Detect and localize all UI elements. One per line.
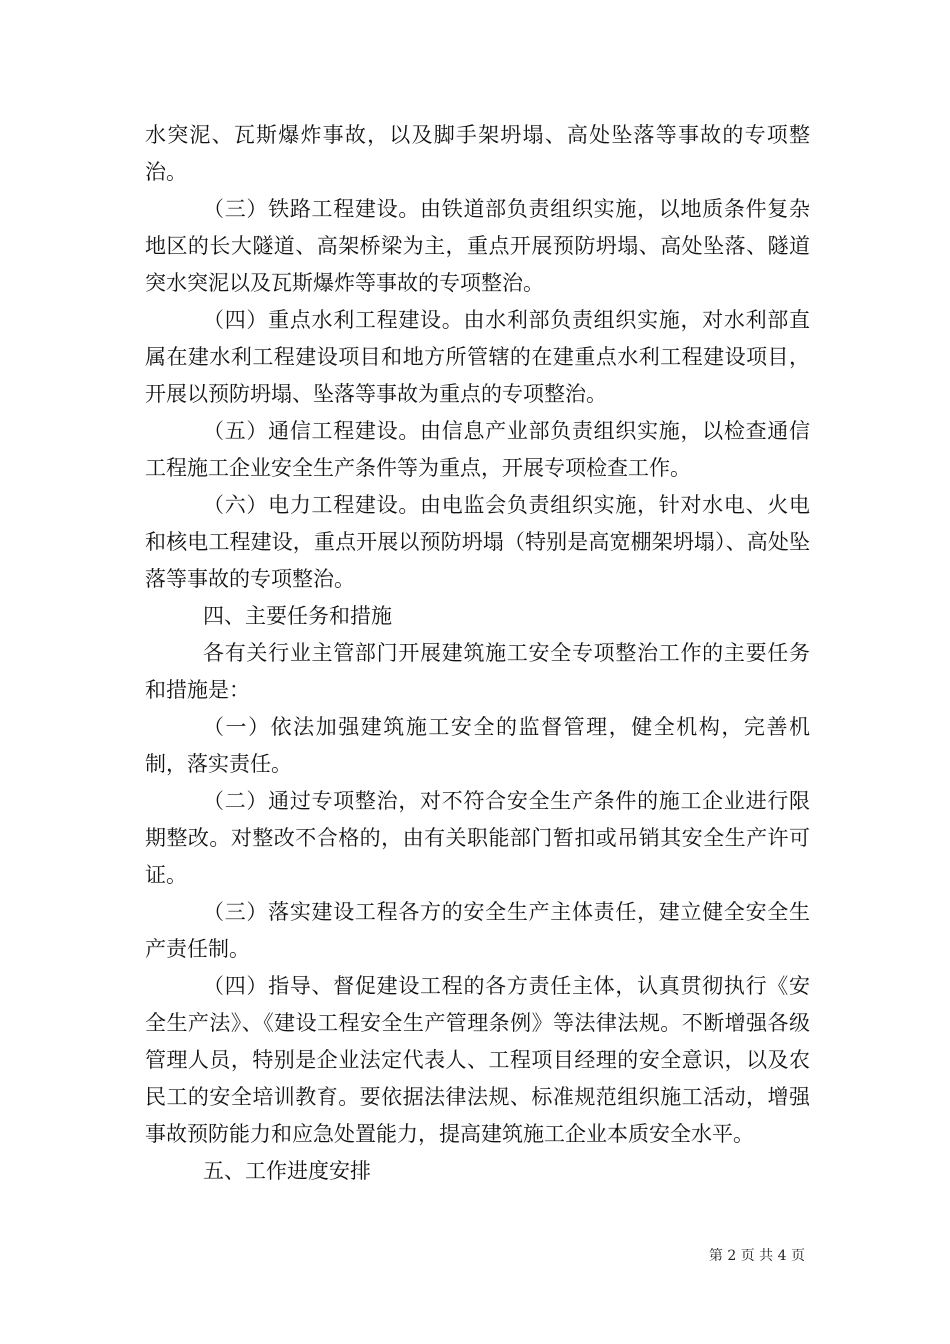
paragraph: （四）重点水利工程建设。由水利部负责组织实施，对水利部直属在建水利工程建设项目和地方所管辖的在建重点水利工程建设项目，开展以预防坍塌、坠落等事故为重点的专项整治。 [145,308,810,406]
paragraph: （一）依法加强建筑施工安全的监督管理，健全机构，完善机制，落实责任。 [145,715,810,776]
paragraph: （三）落实建设工程各方的安全生产主体责任，建立健全安全生产责任制。 [145,900,810,961]
page-footer [709,1245,805,1265]
paragraph: 水突泥、瓦斯爆炸事故，以及脚手架坍塌、高处坠落等事故的专项整治。 [145,123,810,184]
document-body [145,117,810,1190]
page-number-label: 第 2 页 共 4 页 [708,1248,805,1264]
paragraph: 五、工作进度安排 [203,1159,371,1183]
paragraph: （四）指导、督促建设工程的各方责任主体，认真贯彻执行《安全生产法》、《建设工程安全生产管理条例》等法律法规。不断增强各级管理人员，特别是企业法定代表人、工程项目经理的安全意识，以及农民工的安全培训教育。要依据法律法规、标准规范组织施工活动，增强事故预防能力和应急处置能力，提高建筑施工企业本质安全水平。 [145,974,810,1146]
paragraph: （三）铁路工程建设。由铁道部负责组织实施，以地质条件复杂地区的长大隧道、高架桥梁为主，重点开展预防坍塌、高处坠落、隧道突水突泥以及瓦斯爆炸等事故的专项整治。 [145,197,810,295]
paragraph: （六）电力工程建设。由电监会负责组织实施，针对水电、火电和核电工程建设，重点开展以预防坍塌（特别是高宽棚架坍塌）、高处坠落等事故的专项整治。 [145,493,810,591]
paragraph: 四、主要任务和措施 [203,604,392,628]
paragraph: （五）通信工程建设。由信息产业部负责组织实施，以检查通信工程施工企业安全生产条件等为重点，开展专项检查工作。 [145,419,810,480]
paragraph: （二）通过专项整治，对不符合安全生产条件的施工企业进行限期整改。对整改不合格的，由有关职能部门暂扣或吊销其安全生产许可证。 [145,789,810,887]
paragraph: 各有关行业主管部门开展建筑施工安全专项整治工作的主要任务和措施是： [145,641,810,702]
